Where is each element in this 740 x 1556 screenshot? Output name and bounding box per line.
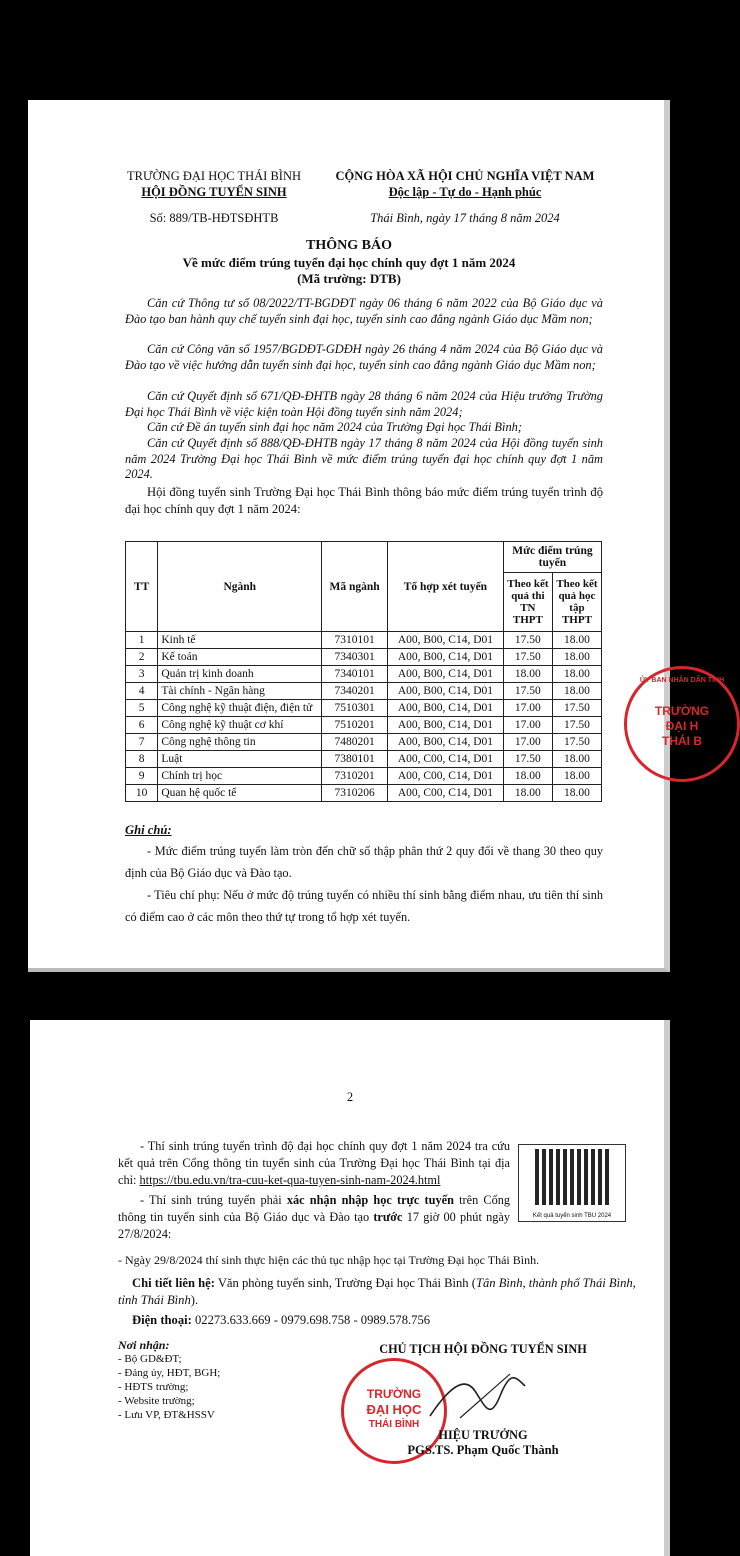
- contact-address: Tân Bình, thành phố Thái Bình, tỉnh Thái Bình: [118, 1276, 636, 1307]
- row-combo: A00, B00, C14, D01: [387, 700, 503, 717]
- table-row: [126, 666, 602, 683]
- item-2-text-b: trên Cổng thông tin tuyển sinh của Bộ Giáo dục và Đào tạo: [118, 1193, 511, 1224]
- signer-role: HIỆU TRƯỞNG: [438, 1428, 528, 1442]
- row-tt: 1: [126, 632, 158, 649]
- phone-text: 02273.633.669 - 0979.698.758 - 0989.578.756: [191, 1313, 431, 1327]
- contact-info: [118, 1275, 638, 1309]
- row-tt: 7: [126, 734, 158, 751]
- header-left: [124, 168, 304, 226]
- recipient-5: - Lưu VP, ĐT&HSSV: [118, 1409, 215, 1421]
- table-row: [126, 734, 602, 751]
- row-major: Công nghệ kỹ thuật điện, điện tử: [158, 700, 322, 717]
- motto: Độc lập - Tự do - Hạnh phúc: [388, 185, 542, 199]
- page-number: 2: [346, 1090, 354, 1104]
- row-score-exam: 17.00: [503, 700, 552, 717]
- qr-block[interactable]: [518, 1144, 626, 1222]
- row-code: 7510201: [322, 717, 388, 734]
- stamp2-line-3: THÁI BÌNH: [368, 1419, 420, 1430]
- row-major: Luật: [158, 751, 322, 768]
- row-combo: A00, B00, C14, D01: [387, 666, 503, 683]
- stamp2-line-1: TRƯỜNG: [366, 1387, 422, 1401]
- table-row: [126, 751, 602, 768]
- row-combo: A00, C00, C14, D01: [387, 751, 503, 768]
- row-score-transcript: 18.00: [552, 751, 601, 768]
- col-major: Ngành: [158, 542, 322, 632]
- table-row: [126, 632, 602, 649]
- row-major: Quản trị kinh doanh: [158, 666, 322, 683]
- row-code: 7380101: [322, 751, 388, 768]
- basis-3: Căn cứ Quyết định số 671/QĐ-ĐHTB ngày 28 tháng 6 năm 2024 của Hiệu trưởng Trường Đại học Thái Bình về việc kiện toàn Hội đồng tuyển sinh năm 2024;: [125, 389, 603, 419]
- row-tt: 5: [126, 700, 158, 717]
- intro-text: Hội đồng tuyển sinh Trường Đại học Thái Bình thông báo mức điểm trúng tuyển trình độ đại học chính quy đợt 1 năm 2024:: [125, 485, 603, 516]
- row-score-transcript: 17.50: [552, 700, 601, 717]
- row-combo: A00, B00, C14, D01: [387, 683, 503, 700]
- row-code: 7340201: [322, 683, 388, 700]
- notice-title: THÔNG BÁO: [306, 238, 392, 253]
- col-tt: TT: [126, 542, 158, 632]
- item-1: [118, 1138, 510, 1189]
- row-major: Chính trị học: [158, 768, 322, 785]
- table-row: [126, 717, 602, 734]
- results-link[interactable]: https://tbu.edu.vn/tra-cuu-ket-qua-tuyen-sinh-nam-2024.html: [139, 1173, 441, 1187]
- basis-4: Căn cứ Đề án tuyển sinh đại học năm 2024 của Trường Đại học Thái Bình;: [147, 420, 522, 434]
- qr-label: Kết quả tuyển sinh TBU 2024: [532, 1213, 612, 1219]
- basis-1: Căn cứ Thông tư số 08/2022/TT-BGDĐT ngày 06 tháng 6 năm 2022 của Bộ Giáo dục và Đào tạo ban hành quy chế tuyển sinh đại học, tuyển sinh cao đẳng ngành Giáo dục Mầm non;: [125, 296, 603, 326]
- item-3: - Ngày 29/8/2024 thí sinh thực hiện các thủ tục nhập học tại Trường Đại học Thái Bình.: [118, 1253, 540, 1267]
- basis-2: Căn cứ Công văn số 1957/BGDĐT-GDĐH ngày 26 tháng 4 năm 2024 của Bộ Giáo dục và Đào tạo về việc hướng dẫn tuyển sinh đại học, tuyển sinh cao đẳng ngành Giáo dục Mầm non;: [125, 342, 603, 372]
- note-1: - Mức điểm trúng tuyển làm tròn đến chữ số thập phân thứ 2 quy đổi về thang 30 theo quy định của Bộ Giáo dục và Đào tạo.: [125, 844, 603, 880]
- place-date: Thái Bình, ngày 17 tháng 8 năm 2024: [370, 211, 560, 225]
- row-combo: A00, B00, C14, D01: [387, 632, 503, 649]
- basis-5: Căn cứ Quyết định số 888/QĐ-ĐHTB ngày 17 tháng 8 năm 2024 của Hội đồng tuyển sinh năm 2024 Trường Đại học Thái Bình về mức điểm trúng tuyển đại học chính quy đợt 1 năm 2024.: [125, 436, 603, 481]
- row-code: 7310201: [322, 768, 388, 785]
- row-combo: A00, C00, C14, D01: [387, 768, 503, 785]
- phone-info: [132, 1312, 632, 1329]
- stamp-line-2: ĐẠI H: [665, 719, 699, 733]
- row-code: 7340301: [322, 649, 388, 666]
- row-score-transcript: 18.00: [552, 649, 601, 666]
- document-page-2: [30, 1020, 670, 1556]
- table-row: [126, 649, 602, 666]
- item-1-text: - Thí sinh trúng tuyển trình độ đại học chính quy đợt 1 năm 2024 tra cứu kết quả trên Cổng thông tin tuyển sinh của Trường Đại học Thái Bình tại địa chỉ:: [118, 1139, 510, 1187]
- row-tt: 8: [126, 751, 158, 768]
- item-2-bold: xác nhận nhập học trực tuyến: [286, 1193, 454, 1207]
- row-score-transcript: 17.50: [552, 717, 601, 734]
- row-score-exam: 17.00: [503, 717, 552, 734]
- row-score-transcript: 17.50: [552, 734, 601, 751]
- contact-end: ).: [190, 1293, 199, 1307]
- row-major: Quan hệ quốc tế: [158, 785, 322, 802]
- signature: [420, 1366, 530, 1426]
- row-score-transcript: 18.00: [552, 666, 601, 683]
- stamp-line-1: TRƯỜNG: [654, 704, 710, 718]
- note-2: - Tiêu chí phụ: Nếu ở mức độ trúng tuyển có nhiều thí sinh bằng điểm nhau, ưu tiên thí sinh có điểm cao ở các môn theo thứ tự trong tổ hợp xét tuyển.: [125, 888, 603, 924]
- row-score-transcript: 18.00: [552, 768, 601, 785]
- col-code: Mã ngành: [322, 542, 388, 632]
- row-tt: 6: [126, 717, 158, 734]
- header-right: [320, 168, 610, 226]
- row-score-exam: 17.50: [503, 751, 552, 768]
- item-2-text-c: 17 giờ 00 phút ngày 27/8/2024:: [118, 1210, 510, 1241]
- notes-label: Ghi chú:: [125, 823, 172, 837]
- row-code: 7510301: [322, 700, 388, 717]
- results-table: [125, 541, 602, 802]
- stamp2-line-2: ĐẠI HỌC: [366, 1402, 422, 1417]
- row-score-transcript: 18.00: [552, 683, 601, 700]
- item-2: [118, 1192, 510, 1243]
- item-2-text-a: - Thí sinh trúng tuyển phải: [140, 1193, 287, 1207]
- col-score-transcript: Theo kết quả học tập THPT: [552, 573, 601, 632]
- row-code: 7310101: [322, 632, 388, 649]
- row-score-exam: 18.00: [503, 666, 552, 683]
- row-combo: A00, B00, C14, D01: [387, 717, 503, 734]
- item-2-before: trước: [373, 1210, 403, 1224]
- recipients-label: Nơi nhận:: [118, 1338, 170, 1352]
- school-code: (Mã trường: DTB): [297, 271, 401, 286]
- contact-text: Văn phòng tuyển sinh, Trường Đại học Thái Bình (: [214, 1276, 476, 1290]
- qr-code[interactable]: [535, 1149, 609, 1205]
- row-score-exam: 17.50: [503, 683, 552, 700]
- signer-title: CHỦ TỊCH HỘI ĐỒNG TUYỂN SINH: [379, 1342, 587, 1356]
- recipient-2: - Đảng ủy, HĐT, BGH;: [118, 1367, 221, 1379]
- phone-label: Điện thoại:: [132, 1313, 192, 1327]
- row-score-exam: 17.00: [503, 734, 552, 751]
- recipient-4: - Website trường;: [118, 1395, 195, 1407]
- col-score-exam: Theo kết quả thi TN THPT: [503, 573, 552, 632]
- contact-label: Chi tiết liên hệ:: [132, 1276, 215, 1290]
- row-major: Công nghệ thông tin: [158, 734, 322, 751]
- row-score-exam: 17.50: [503, 632, 552, 649]
- row-score-exam: 18.00: [503, 768, 552, 785]
- nation-name: CỘNG HÒA XÃ HỘI CHỦ NGHĨA VIỆT NAM: [335, 169, 595, 183]
- table-row: [126, 768, 602, 785]
- table-row: [126, 785, 602, 802]
- document-page-1: [28, 100, 725, 972]
- col-combo: Tổ hợp xét tuyển: [387, 542, 503, 632]
- recipient-1: - Bộ GD&ĐT;: [118, 1353, 182, 1365]
- stamp-line-3: THÁI B: [662, 734, 702, 748]
- row-combo: A00, B00, C14, D01: [387, 649, 503, 666]
- row-tt: 9: [126, 768, 158, 785]
- row-code: 7310206: [322, 785, 388, 802]
- row-major: Công nghệ kỹ thuật cơ khí: [158, 717, 322, 734]
- notice-subtitle: Về mức điểm trúng tuyển đại học chính quy đợt 1 năm 2024: [182, 255, 516, 270]
- stamp-ring-text: ỦY BAN NHÂN DÂN TỈNH: [639, 677, 725, 684]
- row-tt: 10: [126, 785, 158, 802]
- document-number: Số: 889/TB-HĐTSĐHTB: [149, 211, 279, 225]
- row-combo: A00, B00, C14, D01: [387, 734, 503, 751]
- row-tt: 3: [126, 666, 158, 683]
- row-tt: 2: [126, 649, 158, 666]
- row-score-exam: 18.00: [503, 785, 552, 802]
- row-score-exam: 17.50: [503, 649, 552, 666]
- recipient-3: - HĐTS trường;: [118, 1381, 189, 1393]
- row-major: Kế toán: [158, 649, 322, 666]
- row-score-transcript: 18.00: [552, 785, 601, 802]
- row-code: 7340101: [322, 666, 388, 683]
- row-code: 7480201: [322, 734, 388, 751]
- table-row: [126, 683, 602, 700]
- table-row: [126, 700, 602, 717]
- row-score-transcript: 18.00: [552, 632, 601, 649]
- row-combo: A00, C00, C14, D01: [387, 785, 503, 802]
- signer-name: PGS.TS. Phạm Quốc Thành: [407, 1443, 559, 1457]
- results-table-body: [126, 632, 602, 802]
- official-stamp: [624, 666, 740, 782]
- col-score-group: Mức điểm trúng tuyển: [503, 542, 601, 573]
- row-major: Kinh tế: [158, 632, 322, 649]
- row-tt: 4: [126, 683, 158, 700]
- council-name: HỘI ĐỒNG TUYỂN SINH: [141, 185, 287, 199]
- school-name: TRƯỜNG ĐẠI HỌC THÁI BÌNH: [126, 169, 302, 183]
- recipients: [118, 1338, 220, 1422]
- row-major: Tài chính - Ngân hàng: [158, 683, 322, 700]
